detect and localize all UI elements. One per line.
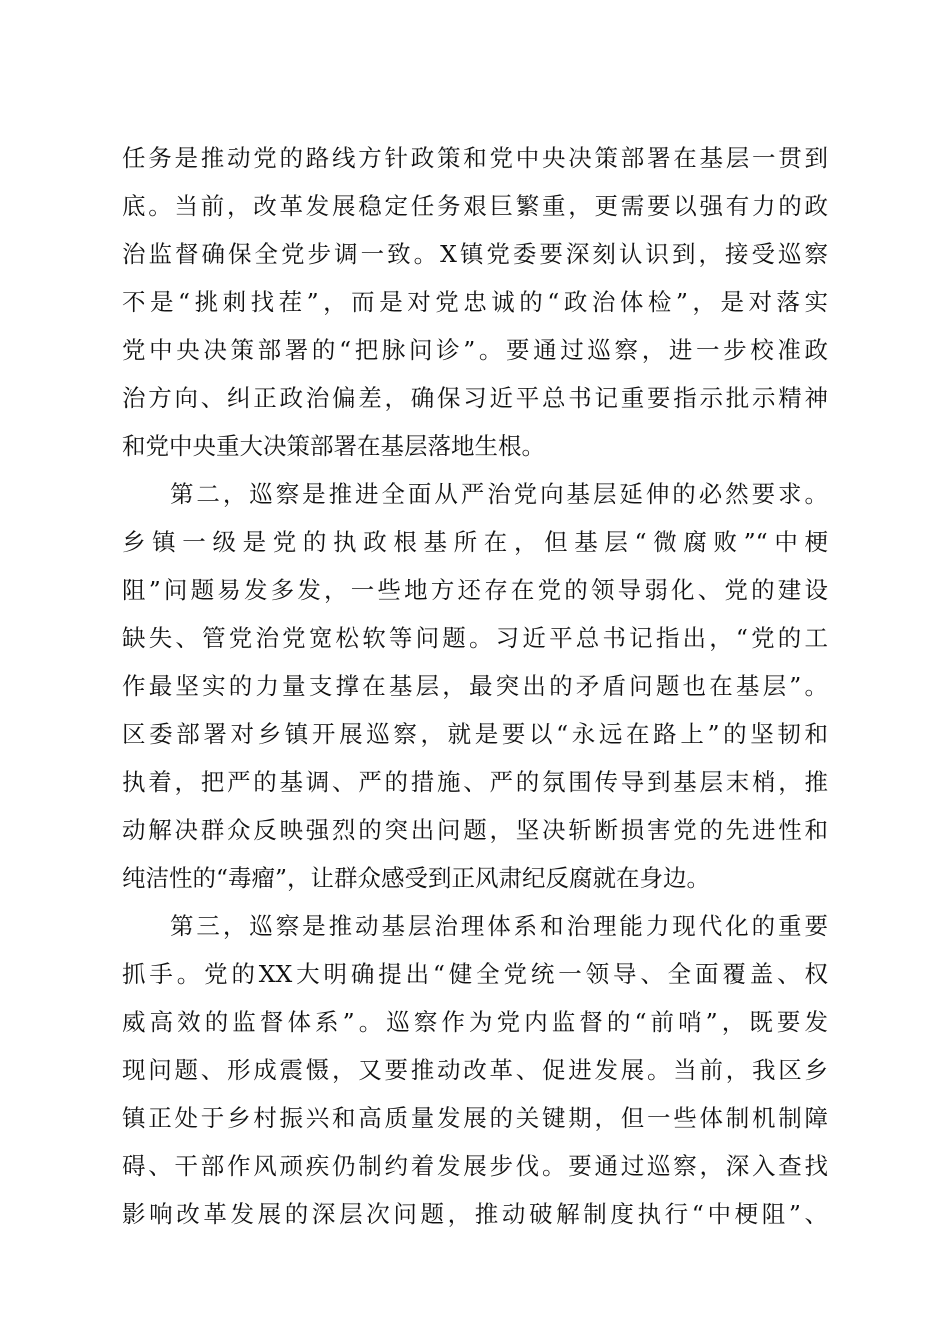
text-line: 影响改革发展的深层次问题，推动破解制度执行“中梗阻”、 (122, 1200, 828, 1228)
text-line: 党中央决策部署的“把脉问诊”。要通过巡察，进一步校准政 (122, 336, 828, 364)
text-line: 任务是推动党的路线方针政策和党中央决策部署在基层一贯到 (122, 144, 828, 172)
text-line: 阻”问题易发多发，一些地方还存在党的领导弱化、党的建设 (122, 576, 828, 604)
text-line: 治监督确保全党步调一致。X镇党委要深刻认识到，接受巡察 (122, 240, 828, 268)
text-line: 缺失、管党治党宽松软等问题。习近平总书记指出，“党的工 (122, 624, 828, 652)
text-line: 作最坚实的力量支撑在基层，最突出的矛盾问题也在基层”。 (122, 672, 828, 700)
text-line: 第二，巡察是推进全面从严治党向基层延伸的必然要求。 (170, 480, 828, 508)
text-line: 现问题、形成震慑，又要推动改革、促进发展。当前，我区乡 (122, 1056, 828, 1084)
text-line: 执着，把严的基调、严的措施、严的氛围传导到基层末梢，推 (122, 768, 828, 796)
text-line: 不是“挑刺找茬”，而是对党忠诚的“政治体检”，是对落实 (122, 288, 828, 316)
text-line: 抓手。党的XX大明确提出“健全党统一领导、全面覆盖、权 (122, 960, 828, 988)
text-line: 和党中央重大决策部署在基层落地生根。 (122, 432, 545, 460)
text-line: 第三，巡察是推动基层治理体系和治理能力现代化的重要 (170, 912, 828, 940)
text-line: 区委部署对乡镇开展巡察，就是要以“永远在路上”的坚韧和 (122, 720, 828, 748)
text-line: 镇正处于乡村振兴和高质量发展的关键期，但一些体制机制障 (122, 1104, 828, 1132)
text-line: 纯洁性的“毒瘤”，让群众感受到正风肃纪反腐就在身边。 (122, 864, 711, 892)
text-line: 治方向、纠正政治偏差，确保习近平总书记重要指示批示精神 (122, 384, 828, 412)
text-line: 乡镇一级是党的执政根基所在，但基层“微腐败”“中梗 (122, 528, 828, 556)
text-line: 威高效的监督体系”。巡察作为党内监督的“前哨”，既要发 (122, 1008, 828, 1036)
text-line: 动解决群众反映强烈的突出问题，坚决斩断损害党的先进性和 (122, 816, 828, 844)
document-body (122, 134, 828, 1238)
text-line: 底。当前，改革发展稳定任务艰巨繁重，更需要以强有力的政 (122, 192, 828, 220)
text-line: 碍、干部作风顽疾仍制约着发展步伐。要通过巡察，深入查找 (122, 1152, 828, 1180)
